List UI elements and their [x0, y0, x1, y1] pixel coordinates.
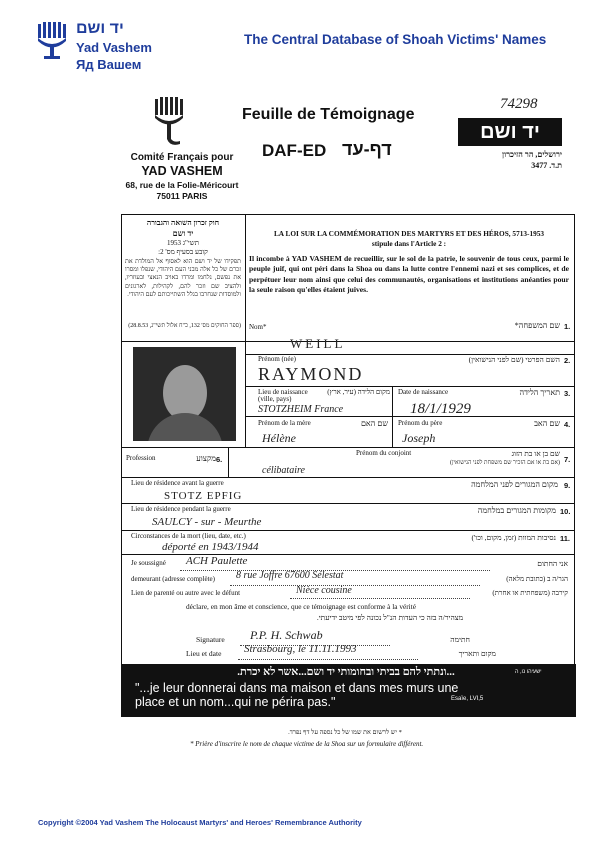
logo-english: Yad Vashem	[76, 40, 152, 55]
lieu-naissance-label: Lieu de naissance (ville, pays)	[258, 388, 308, 404]
stamp-logo: יד ושם	[458, 118, 562, 146]
lieu-date-value[interactable]: Strasbourg, le 11.11.1993	[244, 643, 357, 655]
date-naissance-hebrew-label: תאריך הלידה	[519, 388, 560, 397]
prenom-mere-hebrew-label: שם האם	[360, 419, 388, 428]
conjoint-number: 7.	[564, 455, 571, 464]
lieu-date-label: Lieu et date	[186, 649, 222, 658]
law-french-body: Il incombe à YAD VASHEM de recueillir, sur le sol de la patrie, le souvenir de tous ceux, parmi le peuple juif, qui ont péri dans la Shoa ou dans la lutte contre l'ennemi nazi et ses complices, et de perpétuer leur nom ainsi que celui des communautés, organisations et institutions anéanties pour la seule raison qu'elles étaient juives.	[249, 254, 569, 294]
prenom-pere-label: Prénom du père	[398, 419, 443, 427]
comite-menorah-icon	[152, 97, 186, 147]
lieu-naissance-value[interactable]: STOTZHEIM France	[258, 404, 344, 415]
nom-label: Nom*	[249, 323, 267, 331]
demeurant-label: demeurant (adresse complète)	[131, 575, 215, 583]
parente-label: Lien de parenté ou autre avec le défunt	[131, 589, 241, 597]
circonstances-label: Circonstances de la mort (lieu, date, etc.)	[131, 532, 246, 540]
residence-pendant-label: Lieu de résidence pendant la guerre	[131, 505, 231, 513]
law-hebrew-clause: קובע בסעיף מס' 2:	[158, 248, 208, 256]
prenom-value[interactable]: RAYMOND	[258, 364, 364, 384]
circonstances-value[interactable]: déporté en 1943/1944	[162, 541, 259, 553]
stamp-address: ירושלים, הר הזיכרון	[502, 150, 562, 159]
declaration-hebrew: מצהיר/ה בזה כי העדות הנ"ל נכונה לפי מיטב ידיעתי.	[316, 613, 464, 622]
copyright-footer: Copyright ©2004 Yad Vashem The Holocaust Martyrs' and Heroes' Remembrance Authority	[38, 818, 362, 827]
law-hebrew-name: יד ושם	[172, 229, 194, 238]
menorah-icon	[36, 22, 68, 60]
conjoint-label: Prénom du conjoint	[356, 449, 412, 457]
nom-value[interactable]: WEILL	[290, 336, 346, 351]
banner-hebrew: ...ונתתי להם בביתי ובחומותי יד ושם...אשר לא יכרת.	[237, 666, 455, 678]
residence-pendant-hebrew-label: מקומות המגורים במלחמה	[477, 506, 556, 515]
yad-vashem-logo	[36, 20, 206, 80]
lieu-date-hebrew-label: מקום ותאריך	[458, 649, 496, 658]
law-hebrew-source: (ספר החוקים מס' 132, כ"ח אלול תשי"ג, 28.8.53)	[128, 323, 241, 329]
note-french: * Prière d'inscrire le nom de chaque victime de la Shoa sur un formulaire différent.	[190, 740, 424, 748]
comite-line2: YAD VASHEM	[141, 164, 223, 178]
site-title: The Central Database of Shoah Victims' Names	[244, 32, 547, 47]
nom-number: 1.	[564, 322, 571, 331]
residence-pendant-value[interactable]: SAULCY - sur - Meurthe	[152, 516, 262, 528]
residence-avant-value[interactable]: STOTZ EPFIG	[164, 490, 243, 502]
daf-latin: DAF-ED	[262, 141, 327, 160]
signature-value[interactable]: P.P. H. Schwab	[250, 628, 323, 642]
law-hebrew-title: חוק זכרון השואה והגבורה	[146, 218, 220, 227]
note-hebrew: * יש לרשום את שמו של כל נספה על דף נפרד.	[288, 729, 402, 736]
soussigne-label: Je soussigné	[131, 559, 166, 567]
stamp-po: ת.ד. 3477	[531, 161, 562, 170]
prenom-mere-value[interactable]: Hélène	[262, 431, 296, 445]
profession-number: 6.	[216, 455, 223, 464]
profession-label: Profession	[126, 454, 156, 462]
logo-russian: Яд Вашем	[76, 57, 142, 72]
form-title: Feuille de Témoignage	[242, 106, 415, 123]
conjoint-hebrew-sub: (אם בת או אם הזכיר שם משפחת לפני הנישואין)	[449, 460, 560, 466]
prenom-pere-hebrew-label: שם האב	[534, 419, 560, 428]
comite-city: 75011 PARIS	[156, 191, 208, 201]
date-naissance-value[interactable]: 18/1/1929	[410, 401, 471, 417]
banner-hebrew-ref: ישעיהו נו, ה	[515, 669, 542, 675]
residence-avant-label: Lieu de résidence avant la guerre	[131, 479, 224, 487]
quote-banner	[121, 664, 576, 717]
victim-photo	[133, 347, 236, 441]
signature-label: Signature	[196, 635, 225, 644]
prenom-hebrew-label: השם הפרטי (שם לפני הנישואין)	[468, 355, 560, 364]
law-french-title: LA LOI SUR LA COMMÉMORATION DES MARTYRS ET DES HÉROS, 5713-1953	[273, 229, 545, 238]
residence-avant-number: 9.	[564, 481, 571, 490]
logo-hebrew: יד ושם	[76, 20, 124, 37]
comite-address: 68, rue de la Folie-Méricourt	[125, 180, 239, 190]
demeurant-value[interactable]: 8 rue Joffre 67600 Sélestat	[236, 570, 344, 581]
prenom-label: Prénom (née)	[258, 355, 296, 363]
parente-hebrew-label: קירבה (משפחתית או אחרת)	[492, 589, 568, 597]
banner-french: "...je leur donnerai dans ma maison et dans mes murs une place et un nom...qui ne périra pas."	[135, 681, 459, 709]
prenom-pere-value[interactable]: Joseph	[402, 431, 436, 445]
conjoint-hebrew-label: שם בן או בת הזוג	[511, 449, 560, 458]
parente-value[interactable]: Nièce cousine	[296, 585, 352, 596]
lieu-naissance-hebrew-label: מקום הלידה (עיר, ארץ)	[327, 388, 390, 396]
stamp-number: 74298	[500, 96, 538, 112]
prenom-number: 2.	[564, 356, 571, 365]
law-hebrew-year: תשי"ג 1953	[167, 239, 199, 247]
comite-line1: Comité Français pour	[130, 152, 234, 163]
circonstances-number: 11.	[560, 534, 571, 543]
date-naissance-label: Date de naissance	[398, 388, 449, 396]
profession-hebrew-label: מקצוע	[196, 454, 216, 463]
conjoint-value[interactable]: célibataire	[262, 465, 305, 476]
prenom-mere-label: Prénom de la mère	[258, 419, 311, 427]
soussigne-hebrew-label: אני החתום	[537, 559, 568, 568]
declaration-text: déclare, en mon âme et conscience, que ce témoignage est conforme à la vérité	[186, 602, 416, 611]
daf-hebrew: דף-עד	[342, 139, 392, 159]
residence-avant-hebrew-label: מקום המגורים לפני המלחמה	[471, 480, 558, 489]
residence-pendant-number: 10.	[560, 507, 571, 516]
nom-hebrew-label: שם המשפחה*	[514, 321, 560, 330]
signature-hebrew-label: חתימה	[450, 635, 470, 644]
law-french-subtitle: stipule dans l'Article 2 :	[371, 239, 447, 248]
law-hebrew-body: תפקידו של יד ושם הוא לאסוף אל המולדת את זכרם של כל אלה מבני העם היהודי, שנפלו ומסרו את נפשם, נלחמו ומרדו באויב הנאצי ובעוזריו, ולהציב שם וזכר להם, לקהילות, לארגונים ולמוסדות שנחרבו בגלל השתייכותם לעם היהודי.	[125, 258, 241, 298]
circonstances-hebrew-label: נסיבות המוות (זמן, מקום, וכו')	[471, 533, 556, 542]
banner-ref: Esaïe, LVI,5	[451, 696, 484, 702]
demeurant-hebrew-label: הגר/ה ב (כתובת מלאה)	[506, 575, 568, 583]
soussigne-value[interactable]: ACH Paulette	[186, 555, 248, 567]
